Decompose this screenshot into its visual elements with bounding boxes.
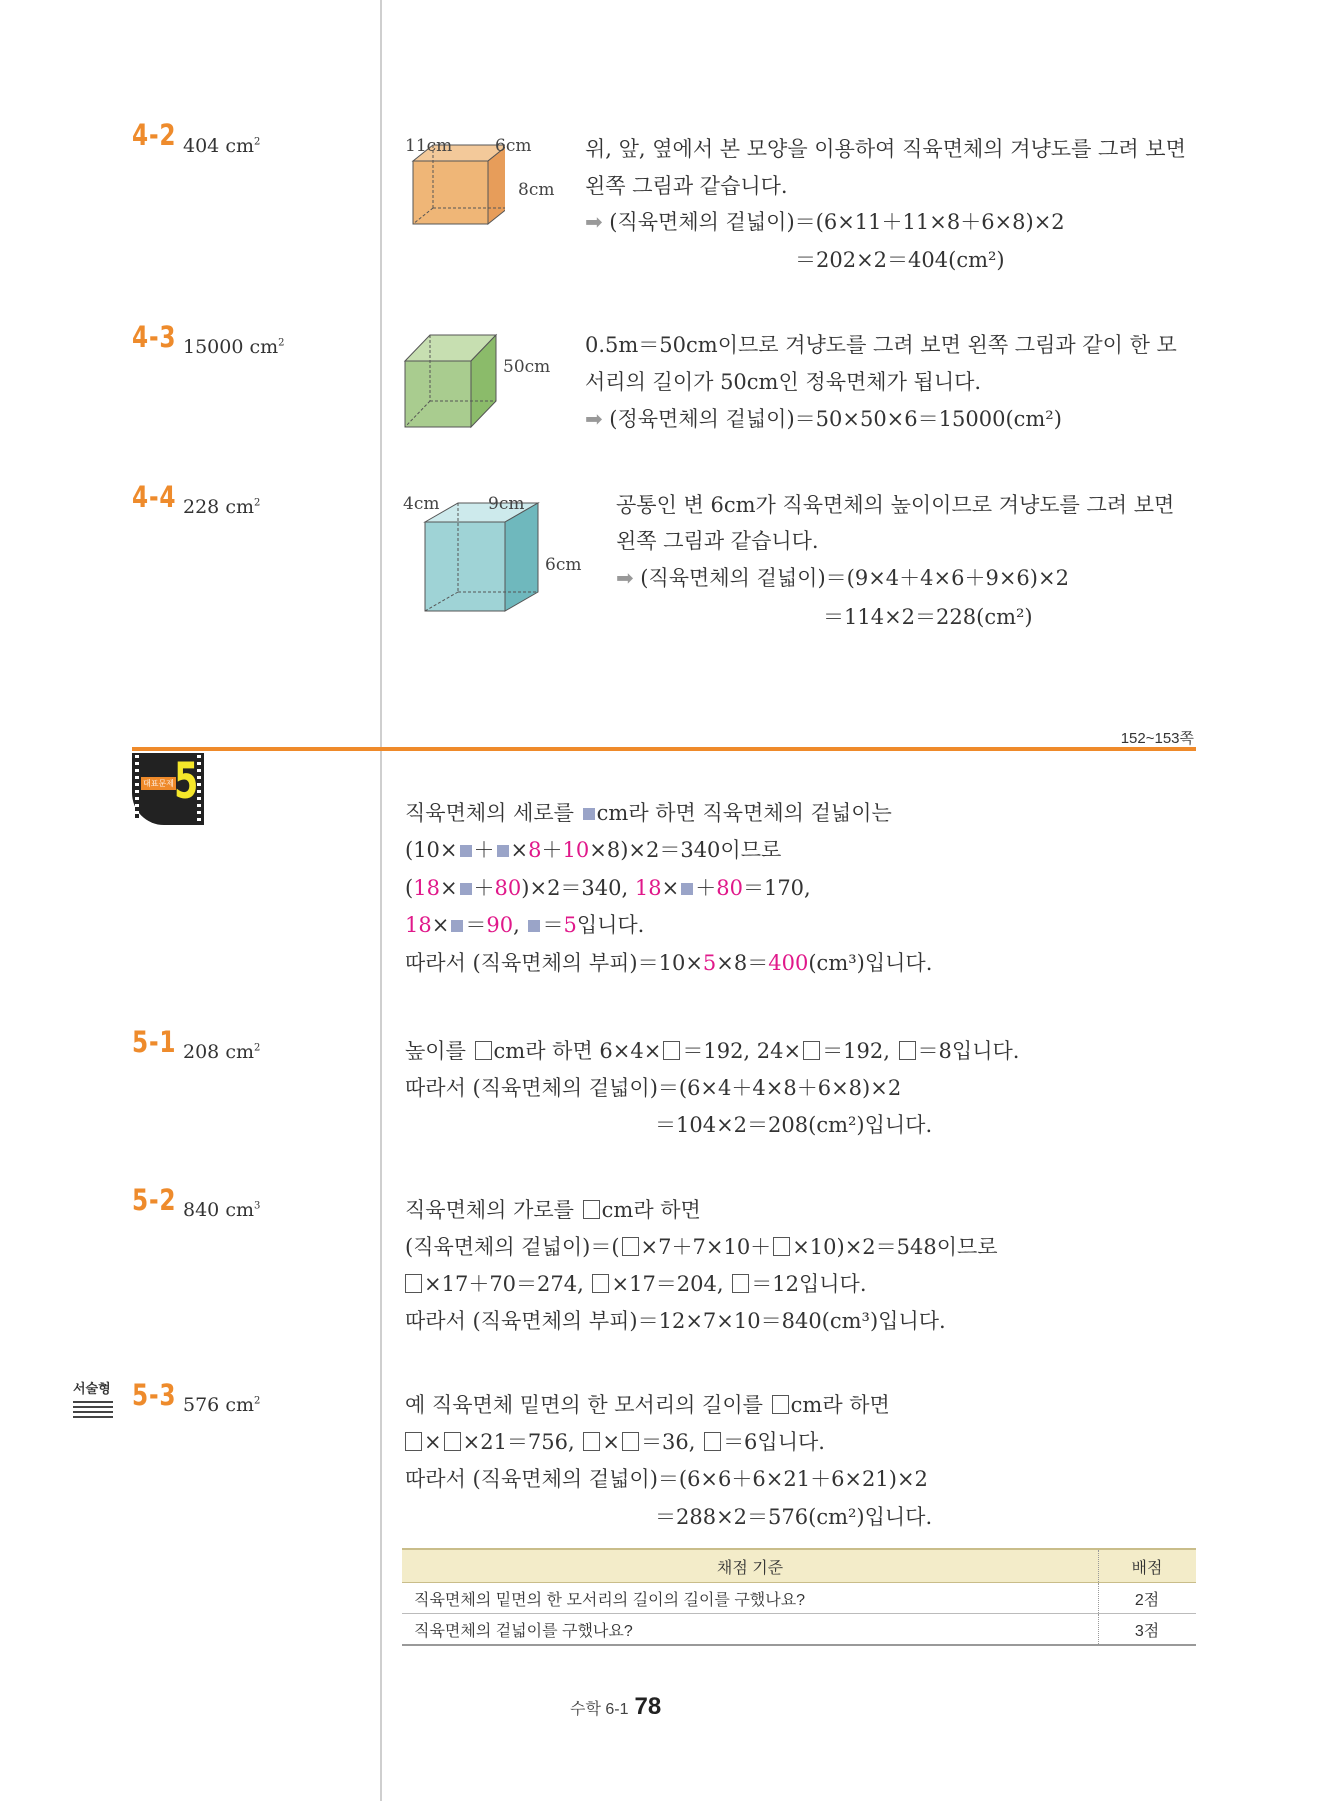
arrow-right-icon: ➡	[585, 210, 603, 234]
badge-number: 5	[174, 752, 199, 810]
problem-answer: 840 $cm^3$	[183, 1199, 261, 1221]
filled-square-icon	[583, 808, 595, 820]
solution-line: 18× ＝90, ＝5입니다.	[405, 913, 645, 937]
explanation-line: 서리의 길이가 50cm인 정육면체가 됩니다.	[585, 370, 982, 394]
solution-line: 따라서 (직육면체의 겉넓이)＝(6×4＋4×8＋6×8)×2	[405, 1076, 902, 1100]
table-row	[402, 1614, 1196, 1646]
blank-box-icon	[583, 1200, 600, 1219]
blank-box-icon	[663, 1041, 680, 1060]
blank-box-icon	[772, 1395, 789, 1414]
solution-line: 직육면체의 가로를 cm라 하면	[405, 1198, 701, 1222]
solution-line: 따라서 (직육면체의 부피)＝12×7×10＝840(cm³)입니다.	[405, 1309, 946, 1333]
problem-number: 4-2	[132, 118, 177, 152]
problem-number: 4-3	[132, 320, 177, 354]
explanation-line: 왼쪽 그림과 같습니다.	[616, 529, 819, 553]
cuboid-figure-4-4	[420, 500, 540, 615]
solution-line: (18× ＋80)×2＝340, 18× ＋80＝170,	[405, 876, 811, 900]
problem-number: 4-4	[132, 480, 177, 514]
solution-line: 높이를 cm라 하면 6×4× ＝192, 24× ＝192, ＝8입니다.	[405, 1039, 1020, 1063]
filled-square-icon	[460, 883, 472, 895]
explanation-line: 위, 앞, 옆에서 본 모양을 이용하여 직육면체의 겨냥도를 그려 보면	[585, 137, 1186, 161]
solution-line: ×17＋70＝274, ×17＝204, ＝12입니다.	[403, 1268, 867, 1298]
dimension-label: 6cm	[495, 136, 532, 156]
badge-label: 대표문제	[143, 779, 174, 788]
table-cell: 3점	[1099, 1614, 1197, 1646]
table-cell: 2점	[1099, 1583, 1197, 1614]
solution-line: 예 직육면체 밑면의 한 모서리의 길이를 cm라 하면	[405, 1393, 890, 1417]
dimension-label: 11cm	[405, 136, 453, 156]
section-divider	[132, 747, 1196, 751]
problem-answer: 576 $cm^2$	[183, 1394, 261, 1416]
explanation-line: 왼쪽 그림과 같습니다.	[585, 174, 788, 198]
filled-square-icon	[497, 845, 509, 857]
arrow-right-icon: ➡	[616, 566, 634, 590]
blank-box-icon	[592, 1274, 609, 1293]
blank-box-icon	[899, 1041, 916, 1060]
explanation-line: 0.5m＝50cm이므로 겨냥도를 그려 보면 왼쪽 그림과 같이 한 모	[585, 333, 1177, 357]
filled-square-icon	[451, 920, 463, 932]
cube-figure-4-3	[400, 330, 500, 430]
blank-box-icon	[405, 1274, 422, 1293]
blank-box-icon	[622, 1237, 639, 1256]
dimension-label: 6cm	[545, 555, 582, 575]
blank-box-icon	[583, 1432, 600, 1451]
table-header: 채점 기준	[402, 1549, 1099, 1583]
dimension-label: 50cm	[503, 357, 551, 377]
explanation-line: ➡ (직육면체의 겉넓이)＝(6×11＋11×8＋6×8)×2	[585, 210, 1065, 234]
subject-label: 수학 6-1	[570, 1701, 629, 1718]
solution-line: × ×21＝756, × ＝36, ＝6입니다.	[403, 1426, 825, 1456]
dimension-label: 8cm	[518, 180, 555, 200]
filled-square-icon	[528, 920, 540, 932]
explanation-line: ＝114×2＝228(cm²)	[823, 605, 1033, 629]
page-range: 152~153쪽	[1120, 730, 1194, 747]
film-perforation	[135, 755, 139, 821]
blank-box-icon	[803, 1041, 820, 1060]
table-cell: 직육면체의 겉넓이를 구했나요?	[402, 1614, 1099, 1646]
blank-box-icon	[622, 1432, 639, 1451]
column-divider	[380, 0, 382, 1801]
problem-answer: 228 $cm^2$	[183, 496, 261, 518]
arrow-right-icon: ➡	[585, 407, 603, 431]
problem-number: 5-2	[132, 1183, 177, 1217]
blank-box-icon	[732, 1274, 749, 1293]
dimension-label: 9cm	[488, 494, 525, 514]
problem-number: 5-1	[132, 1025, 177, 1059]
problem-number: 5-3	[132, 1378, 177, 1412]
dimension-label: 4cm	[403, 494, 440, 514]
explanation-line: ➡ (정육면체의 겉넓이)＝50×50×6＝15000(cm²)	[585, 407, 1062, 431]
solution-line: (10× ＋ ×8＋10×8)×2＝340이므로	[405, 838, 782, 862]
blank-box-icon	[475, 1041, 492, 1060]
filled-square-icon	[681, 883, 693, 895]
explanation-line: 공통인 변 6cm가 직육면체의 높이이므로 겨냥도를 그려 보면	[616, 493, 1175, 517]
page-footer	[570, 1693, 661, 1721]
table-row	[402, 1583, 1196, 1614]
problem-answer: 208 $cm^2$	[183, 1041, 261, 1063]
page-number: 78	[634, 1693, 662, 1720]
solution-line: ＝288×2＝576(cm²)입니다.	[655, 1505, 933, 1529]
solution-line: ＝104×2＝208(cm²)입니다.	[655, 1113, 933, 1137]
solution-line: 따라서 (직육면체의 겉넓이)＝(6×6＋6×21＋6×21)×2	[405, 1467, 928, 1491]
problem-answer: 15000 $cm^2$	[183, 336, 285, 358]
explanation-line: ➡ (직육면체의 겉넓이)＝(9×4＋4×6＋9×6)×2	[616, 566, 1069, 590]
solution-line: 따라서 (직육면체의 부피)＝10×5×8＝400(cm³)입니다.	[405, 951, 933, 975]
explanation-line: ＝202×2＝404(cm²)	[795, 248, 1005, 272]
blank-box-icon	[773, 1237, 790, 1256]
problem-answer: 404 $cm^2$	[183, 135, 261, 157]
filled-square-icon	[460, 845, 472, 857]
table-header: 배점	[1099, 1549, 1197, 1583]
table-cell: 직육면체의 밑면의 한 모서리의 길이의 길이를 구했나요?	[402, 1583, 1099, 1614]
solution-line: 직육면체의 세로를 cm라 하면 직육면체의 겉넓이는	[405, 801, 892, 825]
blank-box-icon	[704, 1432, 721, 1451]
representative-problem-badge	[132, 753, 204, 825]
blank-box-icon	[444, 1432, 461, 1451]
scoring-criteria-table	[402, 1548, 1196, 1646]
blank-box-icon	[405, 1432, 422, 1451]
essay-type-badge: 서술형	[73, 1378, 113, 1418]
solution-line: (직육면체의 겉넓이)＝( ×7＋7×10＋ ×10)×2＝548이므로	[405, 1235, 998, 1259]
